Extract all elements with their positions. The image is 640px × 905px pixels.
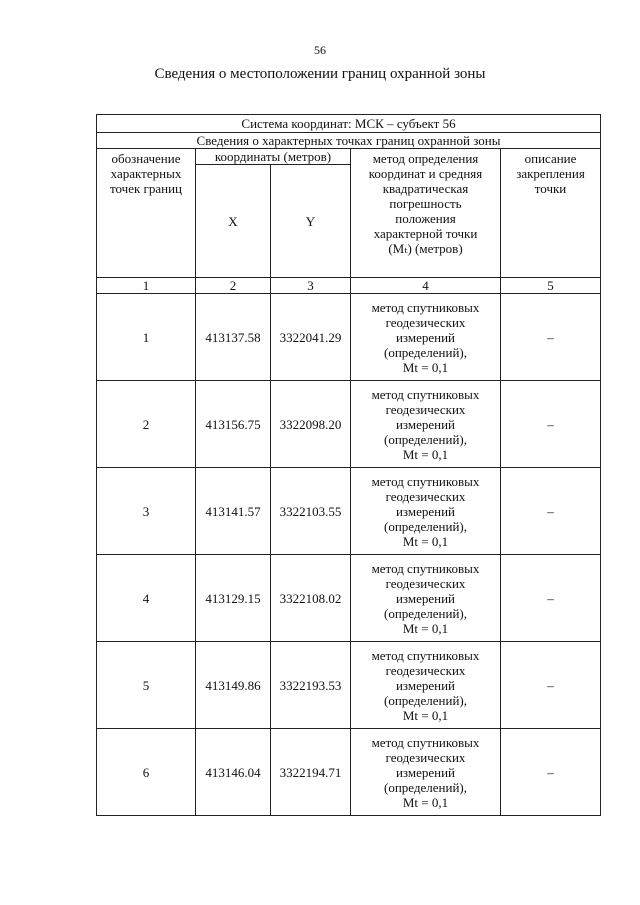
x-coordinate-cell: 413141.57: [196, 468, 271, 555]
method-line: (определений),: [384, 692, 467, 708]
header-line: (Mₜ) (метров): [388, 241, 463, 256]
description-cell: –: [501, 468, 601, 555]
table-row: [97, 642, 601, 729]
column-number: 3: [271, 278, 351, 294]
header-coordinates: координаты (метров): [196, 149, 351, 165]
header-x: X: [196, 165, 271, 278]
method-line: измерений: [395, 416, 456, 432]
method-line: измерений: [395, 503, 456, 519]
method-cell: [351, 555, 501, 642]
table-row: [97, 294, 601, 381]
coordinate-system-cell: Система координат: МСК – субъект 56: [97, 115, 601, 133]
x-coordinate-cell: 413146.04: [196, 729, 271, 816]
method-line: метод спутниковых: [371, 647, 480, 663]
header-line: положения: [395, 211, 456, 226]
y-coordinate-cell: 3322098.20: [271, 381, 351, 468]
column-number: 4: [351, 278, 501, 294]
column-number: 1: [97, 278, 196, 294]
x-coordinate-cell: 413137.58: [196, 294, 271, 381]
page-number: 56: [314, 43, 326, 57]
method-cell: [351, 294, 501, 381]
header-line: обозначение: [111, 151, 181, 166]
method-line: Mt = 0,1: [402, 620, 449, 636]
method-line: геодезических: [385, 662, 466, 678]
method-line: геодезических: [385, 575, 466, 591]
column-number: 5: [501, 278, 601, 294]
point-number-cell: 6: [97, 729, 196, 816]
y-coordinate-cell: 3322194.71: [271, 729, 351, 816]
method-line: метод спутниковых: [371, 473, 480, 489]
header-description: [501, 149, 601, 278]
method-line: измерений: [395, 677, 456, 693]
header-line: координат и средняя: [368, 166, 483, 181]
header-y: Y: [271, 165, 351, 278]
y-coordinate-cell: 3322041.29: [271, 294, 351, 381]
method-line: измерений: [395, 590, 456, 606]
header-line: метод определения: [372, 151, 479, 166]
point-number-cell: 4: [97, 555, 196, 642]
table-row: [97, 729, 601, 816]
header-line: закрепления: [516, 166, 585, 181]
method-line: (определений),: [384, 518, 467, 534]
method-line: (определений),: [384, 605, 467, 621]
header-line: точек границ: [109, 181, 183, 196]
x-coordinate-cell: 413149.86: [196, 642, 271, 729]
method-line: Mt = 0,1: [402, 794, 449, 810]
method-cell: [351, 642, 501, 729]
method-line: измерений: [395, 764, 456, 780]
y-coordinate-cell: 3322193.53: [271, 642, 351, 729]
method-line: измерений: [395, 329, 456, 345]
description-cell: –: [501, 642, 601, 729]
method-line: метод спутниковых: [371, 560, 480, 576]
header-line: описание: [524, 151, 577, 166]
header-method: [351, 149, 501, 278]
point-number-cell: 1: [97, 294, 196, 381]
header-point-designation: [97, 149, 196, 278]
method-line: геодезических: [385, 749, 466, 765]
method-cell: [351, 729, 501, 816]
method-line: (определений),: [384, 779, 467, 795]
point-number-cell: 2: [97, 381, 196, 468]
point-number-cell: 5: [97, 642, 196, 729]
method-line: Mt = 0,1: [402, 707, 449, 723]
method-cell: [351, 381, 501, 468]
x-coordinate-cell: 413156.75: [196, 381, 271, 468]
y-coordinate-cell: 3322108.02: [271, 555, 351, 642]
header-line: точки: [534, 181, 567, 196]
method-line: Mt = 0,1: [402, 446, 449, 462]
y-coordinate-cell: 3322103.55: [271, 468, 351, 555]
table-row: [97, 555, 601, 642]
method-line: Mt = 0,1: [402, 359, 449, 375]
table-row: [97, 468, 601, 555]
section-title-cell: Сведения о характерных точках границ охранной зоны: [97, 133, 601, 149]
description-cell: –: [501, 729, 601, 816]
method-line: метод спутниковых: [371, 386, 480, 402]
header-line: погрешность: [389, 196, 462, 211]
column-number: 2: [196, 278, 271, 294]
table-row: [97, 381, 601, 468]
method-line: геодезических: [385, 401, 466, 417]
x-coordinate-cell: 413129.15: [196, 555, 271, 642]
point-number-cell: 3: [97, 468, 196, 555]
description-cell: –: [501, 555, 601, 642]
header-line: характерной точки: [373, 226, 478, 241]
method-line: метод спутниковых: [371, 734, 480, 750]
method-line: метод спутниковых: [371, 299, 480, 315]
header-line: характерных: [110, 166, 182, 181]
boundary-points-table: [96, 114, 601, 816]
method-line: геодезических: [385, 314, 466, 330]
description-cell: –: [501, 381, 601, 468]
method-line: (определений),: [384, 344, 467, 360]
document-title: Сведения о местоположении границ охранной зоны: [154, 66, 486, 82]
method-line: геодезических: [385, 488, 466, 504]
header-line: квадратическая: [382, 181, 469, 196]
description-cell: –: [501, 294, 601, 381]
method-line: Mt = 0,1: [402, 533, 449, 549]
method-cell: [351, 468, 501, 555]
method-line: (определений),: [384, 431, 467, 447]
